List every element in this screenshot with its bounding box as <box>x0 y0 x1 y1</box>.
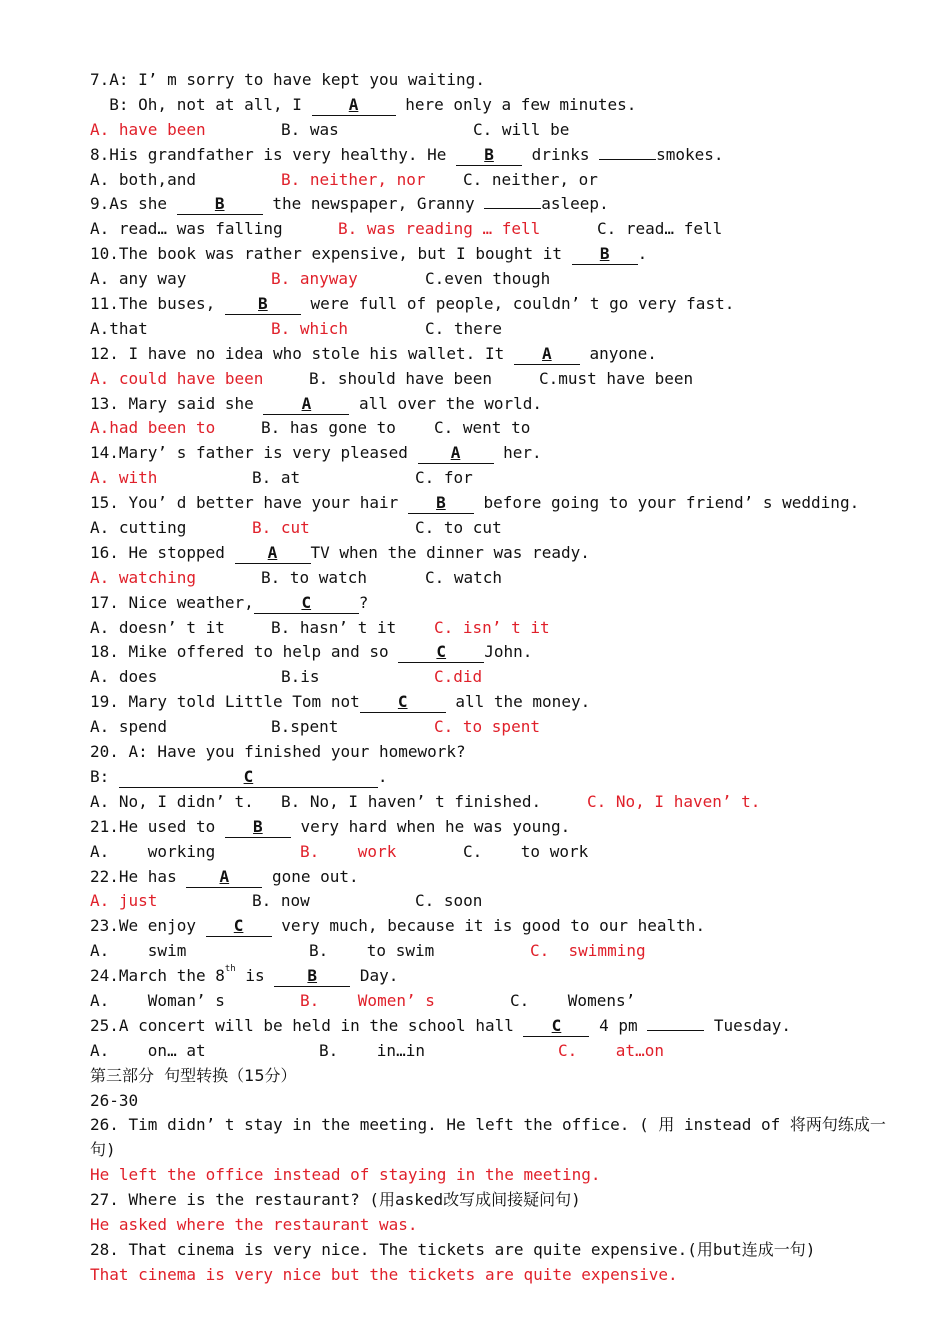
option-c: C. at…on <box>558 1040 664 1060</box>
answer-blank: A <box>186 867 262 888</box>
options-14 <box>90 466 910 491</box>
option-b: B. No, I haven’ t finished. <box>281 791 542 811</box>
option-a: A. cutting <box>90 518 187 538</box>
option-b: B. Women’ s <box>300 990 435 1010</box>
options-17 <box>90 616 910 641</box>
answer-blank: B <box>274 966 350 987</box>
answer-blank: C <box>206 916 272 937</box>
option-a: A. just <box>90 891 158 911</box>
option-a: A. watching <box>90 567 196 587</box>
question-9: 9.As she B the newspaper, Granny asleep. <box>90 194 609 214</box>
answer-blank-2 <box>599 159 656 160</box>
answer-blank: A <box>263 394 349 415</box>
question-26: 26. Tim didn’ t stay in the meeting. He left the office. ( 用 instead of 将两句练成一句) <box>90 1115 886 1160</box>
section-range: 26-30 <box>90 1090 139 1110</box>
options-20 <box>90 790 910 815</box>
option-c: C. isn’ t it <box>434 617 550 637</box>
option-b: B. now <box>252 891 310 911</box>
question-8: 8.His grandfather is very healthy. He B drinks smokes. <box>90 144 724 164</box>
option-a: A. on… at <box>90 1040 206 1060</box>
option-b: B. cut <box>252 518 310 538</box>
option-a: A. swim <box>90 941 187 961</box>
option-b: B. in…in <box>319 1040 425 1060</box>
option-c: C. soon <box>415 891 483 911</box>
option-a: A. does <box>90 667 158 687</box>
question-22: 22.He has A gone out. <box>90 866 359 886</box>
question-7-line-1: 7.A: I’ m sorry to have kept you waiting. <box>90 70 485 89</box>
option-c: C. for <box>415 468 473 488</box>
answer-blank: C <box>254 593 359 614</box>
answer-28: That cinema is very nice but the tickets are quite expensive. <box>90 1264 678 1284</box>
option-a: A. could have been <box>90 368 264 388</box>
question-7-line-2: B: Oh, not at all, I A here only a few minutes. <box>90 94 637 114</box>
option-b: B. which <box>271 318 349 338</box>
options-13 <box>90 416 910 441</box>
question-12: 12. I have no idea who stole his wallet. It A anyone. <box>90 343 657 363</box>
option-b: B. neither, nor <box>281 169 426 189</box>
option-a: A. doesn’ t it <box>90 617 225 637</box>
option-c: C. read… fell <box>597 219 723 239</box>
option-a: A. with <box>90 468 158 488</box>
option-a: A. Woman’ s <box>90 990 225 1010</box>
option-b: B. at <box>252 468 301 488</box>
option-c: C. No, I haven’ t. <box>587 791 761 811</box>
answer-blank-2 <box>647 1030 704 1031</box>
option-c: C. there <box>425 318 503 338</box>
answer-blank-2 <box>484 208 541 209</box>
answer-blank: C <box>398 642 484 663</box>
section-title: 第三部分 句型转换（15分） <box>90 1065 297 1085</box>
option-b: B. hasn’ t it <box>271 617 397 637</box>
options-12 <box>90 367 910 392</box>
option-c: C. swimming <box>530 941 646 961</box>
answer-blank: A <box>514 344 580 365</box>
option-a: A. No, I didn’ t. <box>90 791 254 811</box>
option-a: A.had been to <box>90 418 216 438</box>
superscript: th <box>224 964 236 975</box>
option-c: C. Womens’ <box>510 990 636 1010</box>
options-8 <box>90 168 910 193</box>
question-24: 24.March the 8th is B Day. <box>90 964 399 986</box>
answer-blank: C <box>360 692 446 713</box>
options-7 <box>90 118 910 143</box>
option-b: B.spent <box>271 717 339 737</box>
options-24 <box>90 989 910 1014</box>
option-b: B. to watch <box>261 567 367 587</box>
option-a: A.that <box>90 318 148 338</box>
option-c: C. to cut <box>415 518 502 538</box>
options-22 <box>90 889 910 914</box>
option-b: B. to swim <box>309 941 435 961</box>
answer-blank: A <box>312 95 396 116</box>
question-20-line-1: 20. A: Have you finished your homework? <box>90 742 466 762</box>
answer-blank: C <box>523 1016 589 1037</box>
answer-blank: B <box>225 817 291 838</box>
option-b: B. was reading … fell <box>338 219 541 239</box>
answer-blank: A <box>418 443 494 464</box>
question-18: 18. Mike offered to help and so C John. <box>90 642 533 662</box>
answer-blank: B <box>572 244 638 265</box>
question-28: 28. That cinema is very nice. The tickets are quite expensive.(用but连成一句) <box>90 1239 816 1259</box>
option-b: B. anyway <box>271 269 358 289</box>
question-13: 13. Mary said she A all over the world. <box>90 393 543 413</box>
option-c: C. neither, or <box>463 169 598 189</box>
question-20-line-2: B: C . <box>90 766 388 786</box>
question-19: 19. Mary told Little Tom not C all the money. <box>90 692 591 712</box>
question-27: 27. Where is the restaurant? (用asked改写成间接疑问句) <box>90 1190 581 1210</box>
option-b: B. work <box>300 841 397 861</box>
options-9 <box>90 217 910 242</box>
option-c: C. will be <box>473 119 570 139</box>
options-18 <box>90 665 910 690</box>
answer-blank: A <box>235 543 311 564</box>
answer-blank: B <box>408 493 474 514</box>
answer-blank: B <box>456 145 522 166</box>
answer-blank: B <box>177 194 263 215</box>
question-23: 23.We enjoy C very much, because it is good to our health. <box>90 916 706 936</box>
question-10: 10.The book was rather expensive, but I bought it B . <box>90 244 648 264</box>
option-a: A. working <box>90 841 216 861</box>
options-15 <box>90 516 910 541</box>
option-c: C. to work <box>463 841 589 861</box>
options-11 <box>90 317 910 342</box>
options-23 <box>90 939 910 964</box>
option-b: B. has gone to <box>261 418 396 438</box>
option-a: A. both,and <box>90 169 196 189</box>
options-10 <box>90 267 910 292</box>
answer-27: He asked where the restaurant was. <box>90 1214 418 1234</box>
question-16: 16. He stopped A TV when the dinner was ready. <box>90 542 590 562</box>
answer-blank: C <box>119 767 378 788</box>
option-c: C.must have been <box>539 368 694 388</box>
option-c: C. to spent <box>434 717 540 737</box>
option-a: A. spend <box>90 717 168 737</box>
worksheet-page <box>90 68 910 1288</box>
option-a: A. have been <box>90 119 206 139</box>
question-25: 25.A concert will be held in the school hall C 4 pm Tuesday. <box>90 1015 791 1035</box>
option-c: C.did <box>434 667 483 687</box>
question-11: 11.The buses, B were full of people, couldn’ t go very fast. <box>90 294 735 314</box>
question-14: 14.Mary’ s father is very pleased A her. <box>90 443 542 463</box>
question-21: 21.He used to B very hard when he was young. <box>90 816 571 836</box>
options-16 <box>90 566 910 591</box>
option-b: B. was <box>281 119 339 139</box>
option-b: B. should have been <box>309 368 493 388</box>
options-25 <box>90 1039 910 1064</box>
option-c: C. went to <box>434 418 531 438</box>
option-a: A. any way <box>90 269 187 289</box>
question-17: 17. Nice weather, C ? <box>90 592 369 612</box>
options-21 <box>90 840 910 865</box>
option-b: B.is <box>281 667 320 687</box>
question-15: 15. You’ d better have your hair B before going to your friend’ s wedding. <box>90 493 860 513</box>
options-19 <box>90 715 910 740</box>
option-c: C. watch <box>425 567 503 587</box>
answer-26: He left the office instead of staying in the meeting. <box>90 1165 601 1185</box>
answer-blank: B <box>225 294 301 315</box>
option-c: C.even though <box>425 269 551 289</box>
option-a: A. read… was falling <box>90 219 283 239</box>
